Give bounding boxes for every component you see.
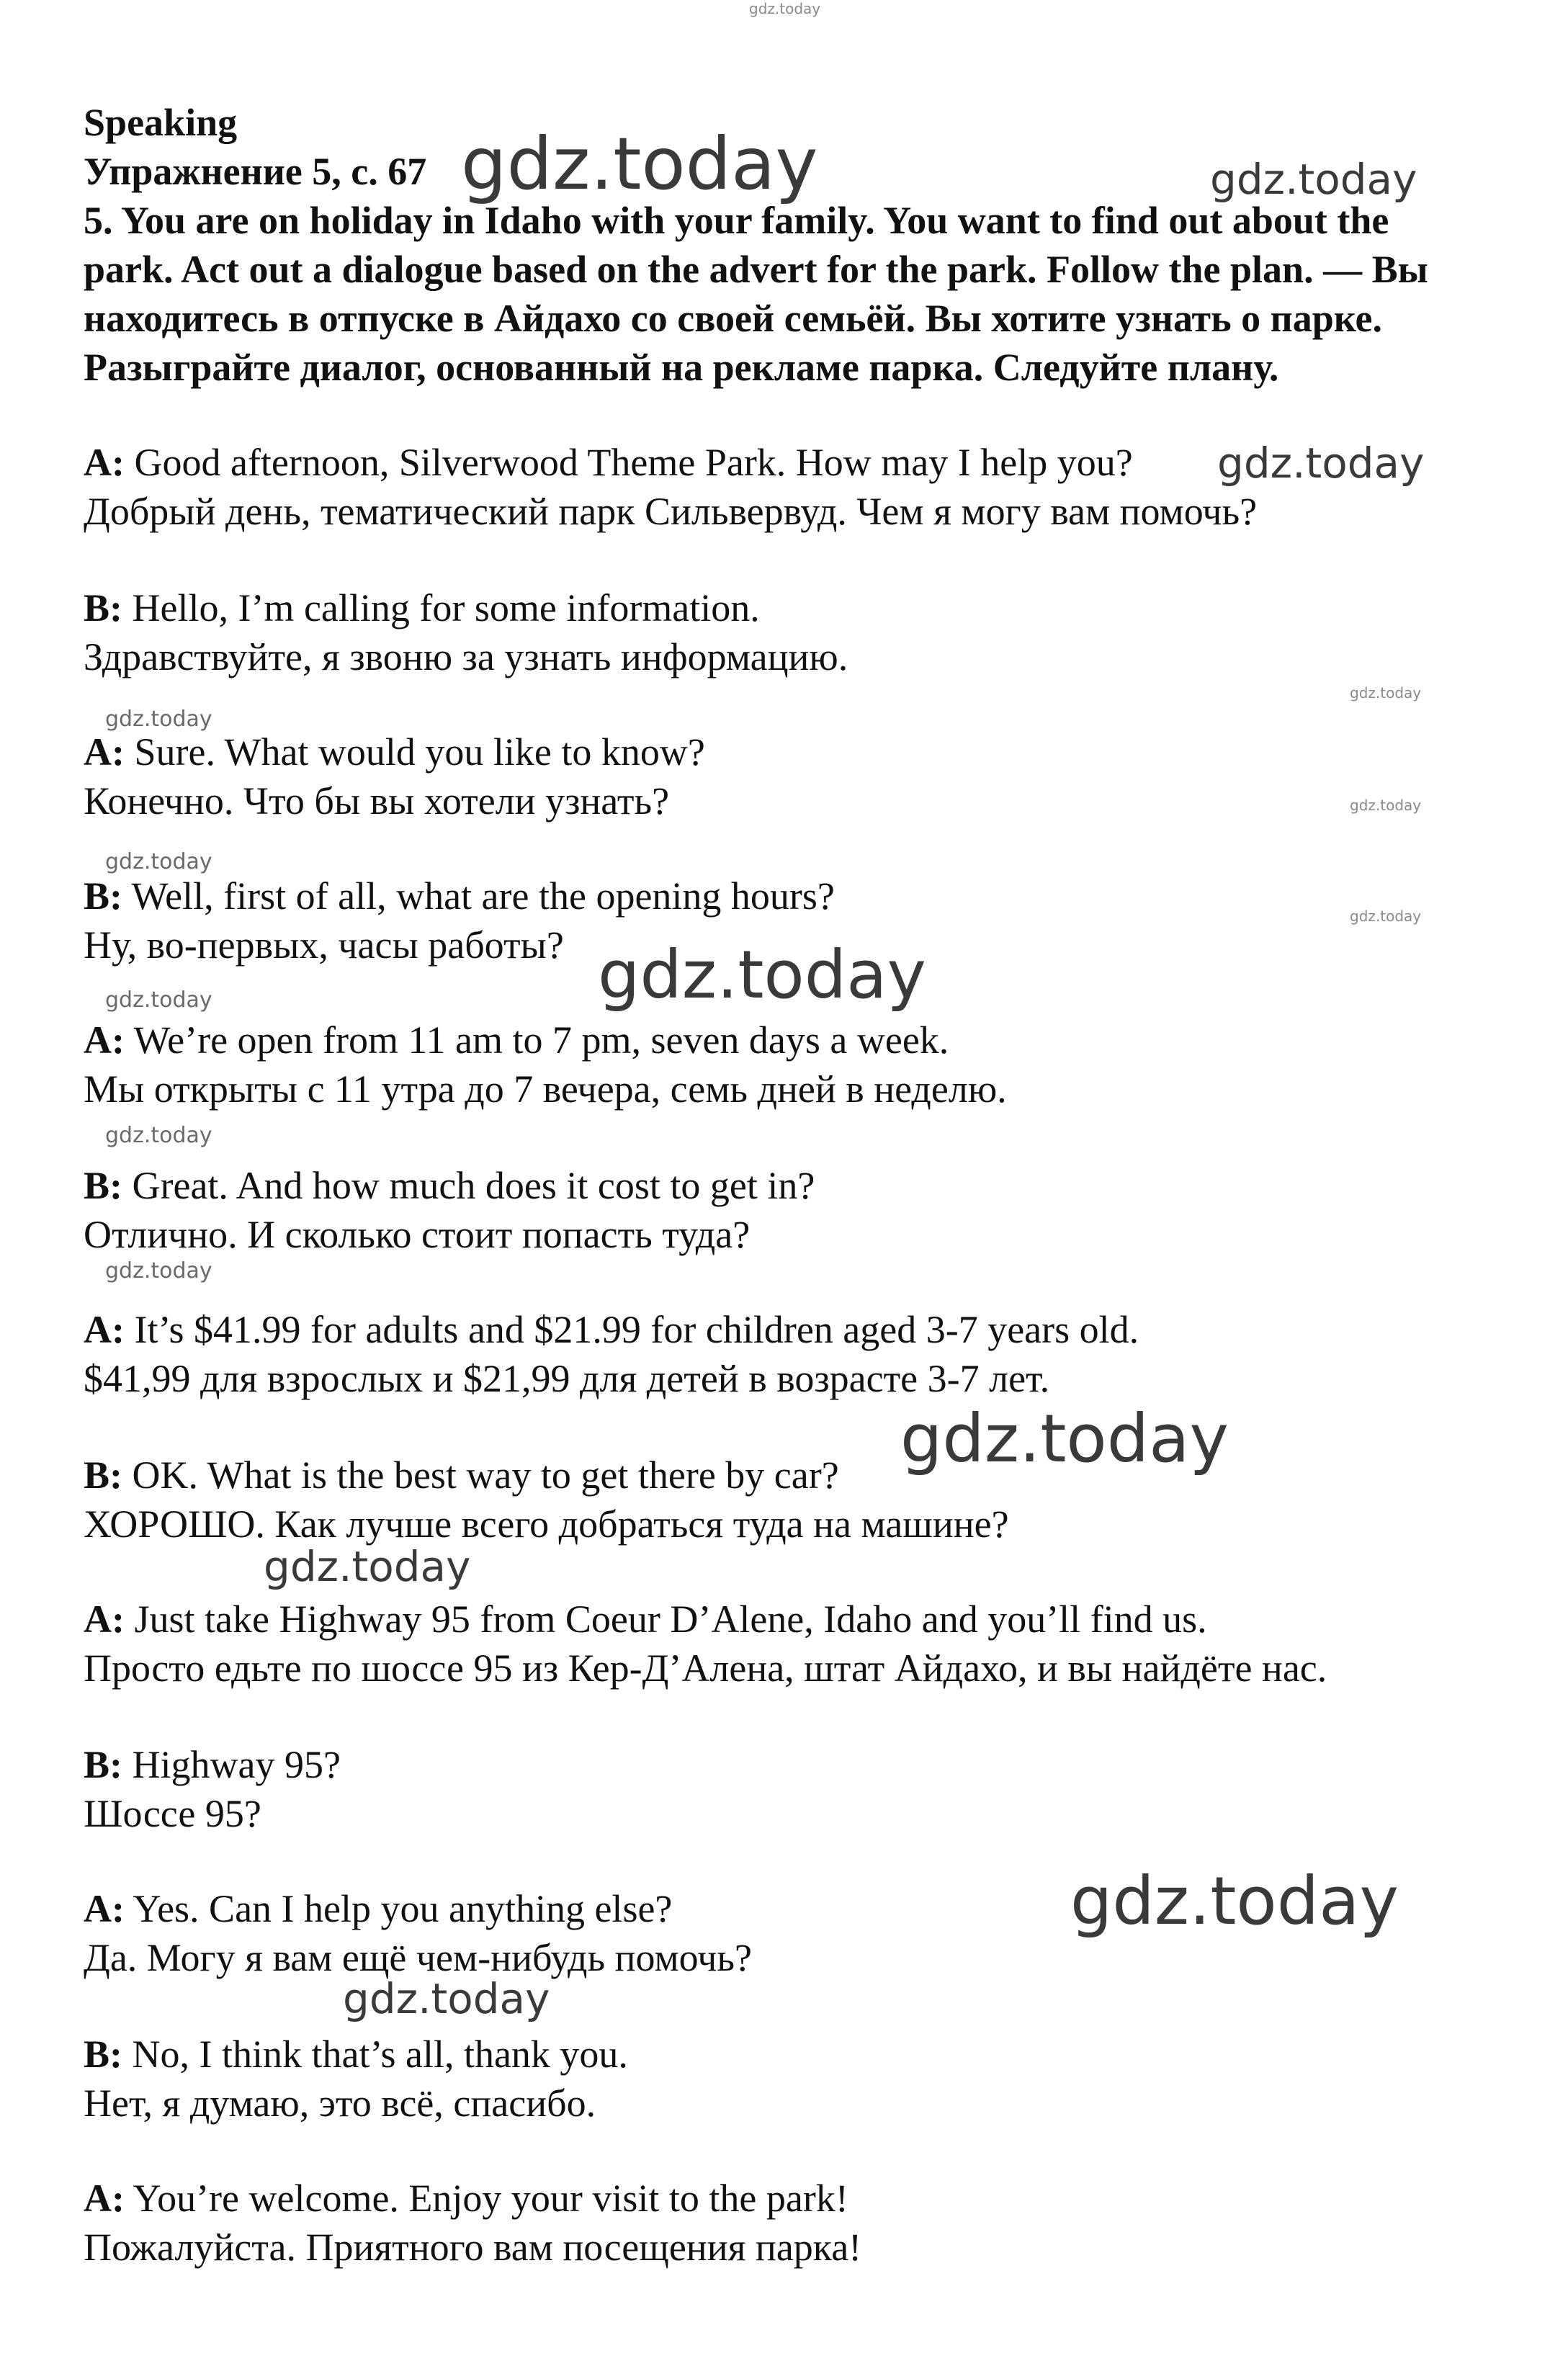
dialogue-line-7-en	[84, 1305, 1139, 1354]
english-line: Good afternoon, Silverwood Theme Park. How may I help you?	[124, 441, 1133, 484]
english-line: Great. And how much does it cost to get in?	[122, 1164, 815, 1207]
watermark: gdz.today	[105, 987, 212, 1013]
speaker-label: B:	[84, 1743, 122, 1786]
watermark: gdz.today	[1350, 684, 1422, 702]
dialogue-line-5-ru: Мы открыты с 11 утра до 7 вечера, семь дней в неделю.	[84, 1067, 1007, 1111]
dialogue-line-2-en	[84, 583, 760, 632]
speaker-label: A:	[84, 730, 125, 774]
english-line: We’re open from 11 am to 7 pm, seven days a week.	[124, 1018, 949, 1062]
watermark: gdz.today	[343, 1974, 550, 2023]
task-text: 5. You are on holiday in Idaho with your family. You want to find out about the park. Act out a dialogue based on the advert for the park. Follow the plan. — Вы находитесь в отпуске в Айдахо со своей семьёй. Вы хотите узнать о парке. Разыграйте диалог, основанный на рекламе парка. Следуйте плану.	[84, 199, 1428, 389]
english-line: Highway 95?	[122, 1743, 341, 1786]
speaker-label: B:	[84, 1453, 122, 1497]
dialogue-line-12-ru: Нет, я думаю, это всё, спасибо.	[84, 2082, 596, 2125]
dialogue-line-6-en	[84, 1161, 815, 1210]
watermark: gdz.today	[105, 849, 212, 874]
watermark: gdz.today	[105, 707, 212, 732]
dialogue-line-11-ru: Да. Могу я вам ещё чем-нибудь помочь?	[84, 1936, 752, 1979]
dialogue-line-7-ru: $41,99 для взрослых и $21,99 для детей в возрасте 3-7 лет.	[84, 1357, 1050, 1400]
dialogue-line-3-en	[84, 727, 705, 776]
english-line: No, I think that’s all, thank you.	[122, 2033, 628, 2076]
watermark: gdz.today	[461, 122, 818, 206]
dialogue-line-9-ru: Просто едьте по шоссе 95 из Кер-Д’Алена, штат Айдахо, и вы найдёте нас.	[84, 1647, 1327, 1690]
dialogue-line-1-ru: Добрый день, тематический парк Сильвервуд. Чем я могу вам помочь?	[84, 490, 1258, 533]
speaker-label: A:	[84, 1308, 125, 1351]
dialogue-line-8-en	[84, 1451, 839, 1500]
english-line: It’s $41.99 for adults and $21.99 for children aged 3-7 years old.	[124, 1308, 1139, 1351]
dialogue-line-11-en	[84, 1884, 672, 1933]
dialogue-line-6-ru: Отлично. И сколько стоит попасть туда?	[84, 1213, 751, 1256]
watermark: gdz.today	[1217, 439, 1425, 488]
dialogue-line-9-en	[84, 1595, 1207, 1644]
english-line: You’re welcome. Enjoy your visit to the park!	[124, 2177, 848, 2220]
speaker-label: A:	[84, 1598, 125, 1641]
watermark: gdz.today	[1350, 797, 1422, 814]
exercise-title: Упражнение 5, с. 67	[84, 150, 427, 193]
speaker-label: A:	[84, 1018, 125, 1062]
english-line: Hello, I’m calling for some information.	[122, 586, 760, 630]
english-line: Well, first of all, what are the opening hours?	[122, 874, 835, 918]
dialogue-line-12-en	[84, 2030, 628, 2079]
speaker-label: A:	[84, 1887, 125, 1930]
watermark: gdz.today	[749, 0, 821, 17]
dialogue-line-3-ru: Конечно. Что бы вы хотели узнать?	[84, 779, 670, 823]
dialogue-line-8-ru: ХОРОШО. Как лучше всего добраться туда на машине?	[84, 1502, 1009, 1546]
english-line: Yes. Can I help you anything else?	[124, 1887, 673, 1930]
speaker-label: A:	[84, 441, 125, 484]
dialogue-line-4-ru: Ну, во-первых, часы работы?	[84, 923, 564, 967]
speaker-label: B:	[84, 2033, 122, 2076]
section-title: Speaking	[84, 101, 238, 144]
watermark: gdz.today	[1350, 908, 1422, 925]
english-line: Sure. What would you like to know?	[124, 730, 705, 774]
english-line: Just take Highway 95 from Coeur D’Alene, Idaho and you’ll find us.	[124, 1598, 1207, 1641]
speaker-label: B:	[84, 586, 122, 630]
watermark: gdz.today	[105, 1258, 212, 1283]
dialogue-line-1-en	[84, 438, 1133, 487]
dialogue-line-13-en	[84, 2174, 848, 2223]
dialogue-line-5-en	[84, 1016, 949, 1065]
watermark: gdz.today	[900, 1400, 1229, 1477]
speaker-label: A:	[84, 2177, 125, 2220]
watermark: gdz.today	[598, 936, 926, 1013]
speaker-label: B:	[84, 1164, 122, 1207]
dialogue-line-4-en	[84, 872, 835, 920]
watermark: gdz.today	[105, 1123, 212, 1148]
watermark: gdz.today	[264, 1542, 471, 1591]
watermark: gdz.today	[1210, 155, 1417, 204]
dialogue-line-10-en	[84, 1740, 341, 1789]
english-line: OK. What is the best way to get there by car?	[122, 1453, 839, 1497]
dialogue-line-10-ru: Шоссе 95?	[84, 1792, 261, 1835]
dialogue-line-13-ru: Пожалуйста. Приятного вам посещения парка!	[84, 2226, 862, 2269]
speaker-label: B:	[84, 874, 122, 918]
watermark: gdz.today	[1070, 1863, 1399, 1940]
dialogue-line-2-ru: Здравствуйте, я звоню за узнать информацию.	[84, 635, 848, 678]
